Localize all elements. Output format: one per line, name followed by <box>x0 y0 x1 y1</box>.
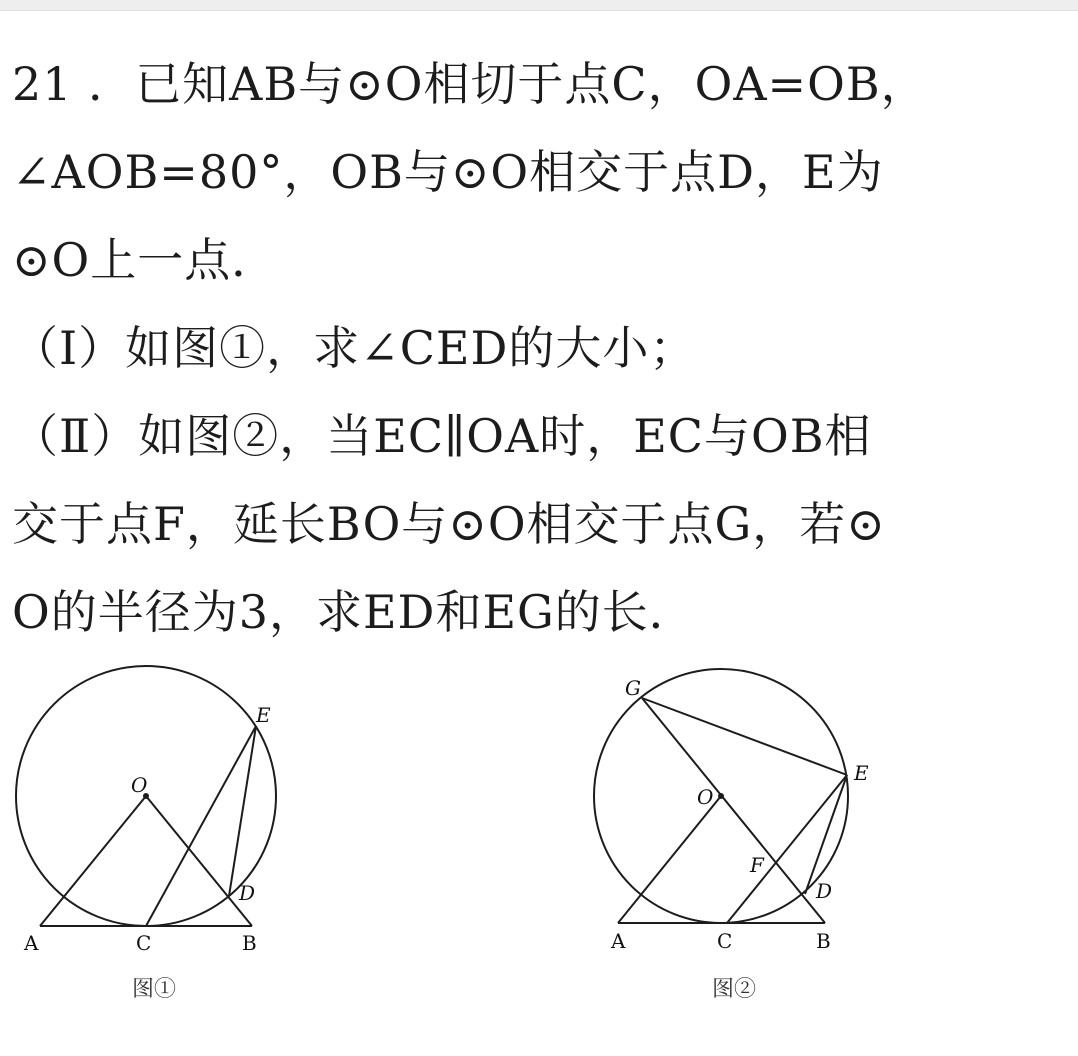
figure-2-segment-ed <box>805 775 847 894</box>
figure-1-label-o: O <box>131 773 148 797</box>
figure-1 <box>0 660 330 1020</box>
figure-1-label-c: C <box>136 931 152 955</box>
figure-2-segment-oa <box>618 796 721 923</box>
figure-1-caption: 图① <box>132 977 177 1002</box>
figure-2-caption: 图② <box>712 977 757 1002</box>
top-bar <box>0 0 1078 11</box>
problem-line-2: ∠AOB=80°，OB与⊙O相交于点D，E为 <box>12 145 884 199</box>
problem-text <box>12 40 1068 656</box>
figure-2-label-e: E <box>854 761 869 785</box>
figure-2-label-o: O <box>697 785 714 809</box>
figure-2-label-a: A <box>611 929 626 953</box>
figure-2-center-dot <box>718 793 724 799</box>
figure-1-label-b: B <box>242 931 257 955</box>
figure-2-label-g: G <box>625 676 641 700</box>
problem-line-4: （Ⅰ）如图①，求∠CED的大小； <box>12 321 697 375</box>
problem-line-3: ⊙O上一点． <box>12 233 279 287</box>
figure-1-label-e: E <box>256 703 271 727</box>
problem-line-6: 交于点F，延长BO与⊙O相交于点G，若⊙ <box>12 497 886 551</box>
figure-1-label-a: A <box>24 931 39 955</box>
problem-line-1: 21 ．已知AB与⊙O相切于点C，OA=OB， <box>12 57 928 111</box>
figure-2-label-b: B <box>816 929 831 953</box>
figure-1-label-d: D <box>239 881 256 905</box>
figure-2-label-f: F <box>750 853 764 877</box>
problem-line-5: （Ⅱ）如图②，当EC∥OA时，EC与OB相 <box>12 409 872 463</box>
problem-line-7: O的半径为3，求ED和EG的长． <box>12 585 696 639</box>
figure-1-segment-ob <box>146 796 252 926</box>
figure-1-segment-oa <box>40 796 146 926</box>
figure-2 <box>580 660 900 1020</box>
figure-2-label-c: C <box>717 929 733 953</box>
figure-2-label-d: D <box>816 879 833 903</box>
